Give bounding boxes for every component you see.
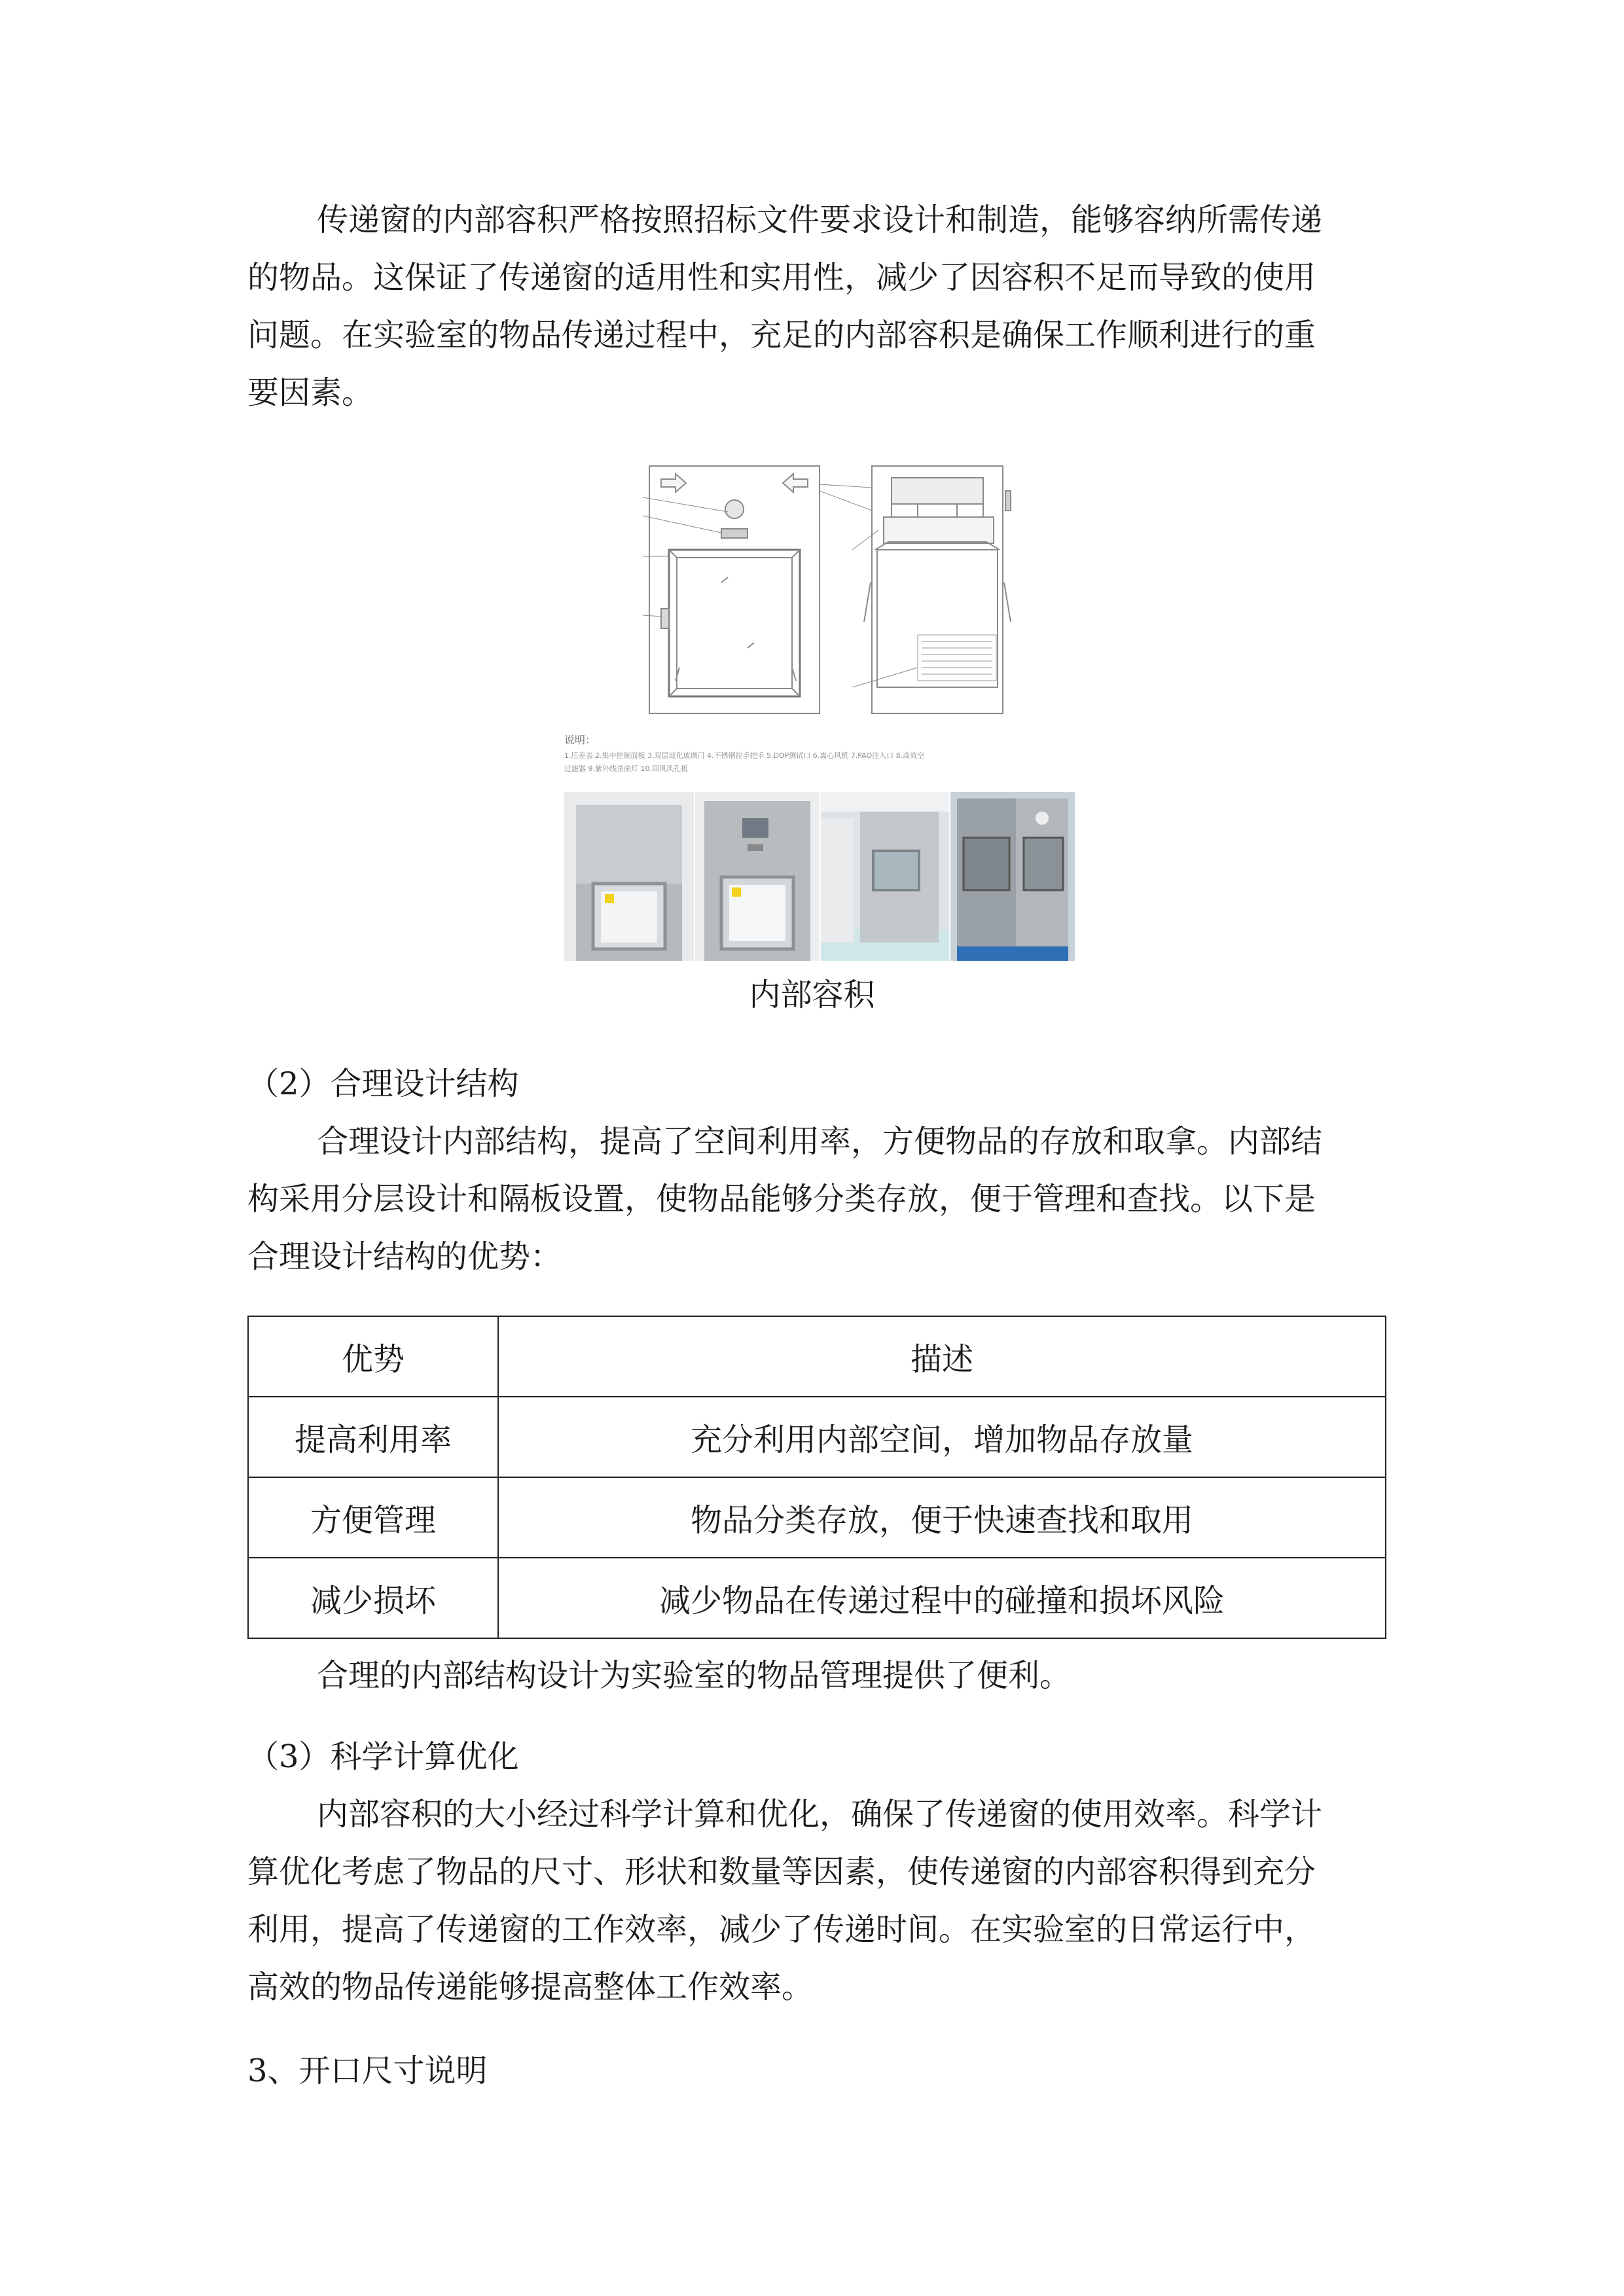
- product-photo: [821, 792, 949, 961]
- section-heading: （3）科学计算优化: [247, 1738, 519, 1775]
- table-cell: 减少损坏: [248, 1558, 498, 1638]
- product-photos: [564, 792, 1075, 962]
- paragraph-line: 算优化考虑了物品的尺寸、形状和数量等因素，使传递窗的内部容积得到充分: [247, 1854, 1316, 1890]
- paragraph-line: 的物品。这保证了传递窗的适用性和实用性，减少了因容积不足而导致的使用: [247, 259, 1316, 296]
- paragraph-line: 构采用分层设计和隔板设置，使物品能够分类存放，便于管理和查找。以下是: [247, 1181, 1316, 1217]
- table-row: [248, 1558, 1386, 1638]
- paragraph-line: 高效的物品传递能够提高整体工作效率。: [247, 1969, 814, 2005]
- product-photo: [695, 792, 820, 961]
- paragraph-line: 问题。在实验室的物品传递过程中，充足的内部容积是确保工作顺利进行的重: [247, 317, 1316, 353]
- paragraph-line: 合理设计结构的优势：: [247, 1238, 562, 1275]
- section3-paragraph: [247, 1785, 1386, 2016]
- pass-box-figure: [564, 452, 1075, 962]
- table-cell: 方便管理: [248, 1477, 498, 1558]
- section-heading: 3、开口尺寸说明: [247, 2053, 488, 2089]
- product-photo: [564, 792, 694, 961]
- figure-caption: 内部容积: [749, 977, 875, 1013]
- legend-title: 说明：: [564, 734, 596, 746]
- table-cell: 提高利用率: [248, 1397, 498, 1477]
- intro-paragraph: [247, 191, 1386, 422]
- table-row: [248, 1477, 1386, 1558]
- table-cell: 减少物品在传递过程中的碰撞和损坏风险: [498, 1558, 1386, 1638]
- table-header-cell: 描述: [498, 1316, 1386, 1397]
- table-header-row: [248, 1316, 1386, 1397]
- table-cell: 充分利用内部空间，增加物品存放量: [498, 1397, 1386, 1477]
- paragraph-line: 传递窗的内部容积严格按照招标文件要求设计和制造，能够容纳所需传递: [317, 202, 1323, 238]
- legend-line: 过滤器 9.紫外线杀菌灯 10.回风风孔板: [564, 764, 688, 773]
- section2-paragraph: [247, 1113, 1386, 1285]
- paragraph-line: 内部容积的大小经过科学计算和优化，确保了传递窗的使用效率。科学计: [317, 1796, 1323, 1833]
- section-heading: （2）合理设计结构: [247, 1066, 519, 1102]
- table-cell: 物品分类存放，便于快速查找和取用: [498, 1477, 1386, 1558]
- paragraph-line: 合理设计内部结构，提高了空间利用率，方便物品的存放和取拿。内部结: [317, 1123, 1323, 1160]
- legend-line: 1.压差表 2.集中控制面板 3.双层玻化玻璃门 4.不锈钢拉手把手 5.DOP测试口 6.离心风机 7.PAO注入口 8.高效空: [564, 751, 925, 760]
- advantages-table: [247, 1316, 1386, 1639]
- paragraph-line: 要因素。: [247, 374, 374, 411]
- product-photo: [950, 792, 1075, 961]
- paragraph-line: 利用，提高了传递窗的工作效率，减少了传递时间。在实验室的日常运行中，: [247, 1911, 1316, 1948]
- section2-closing: [247, 1647, 1386, 1704]
- paragraph-line: 合理的内部结构设计为实验室的物品管理提供了便利。: [317, 1657, 1072, 1694]
- table-header-cell: 优势: [248, 1316, 498, 1397]
- technical-drawing: [564, 452, 1075, 726]
- table-row: [248, 1397, 1386, 1477]
